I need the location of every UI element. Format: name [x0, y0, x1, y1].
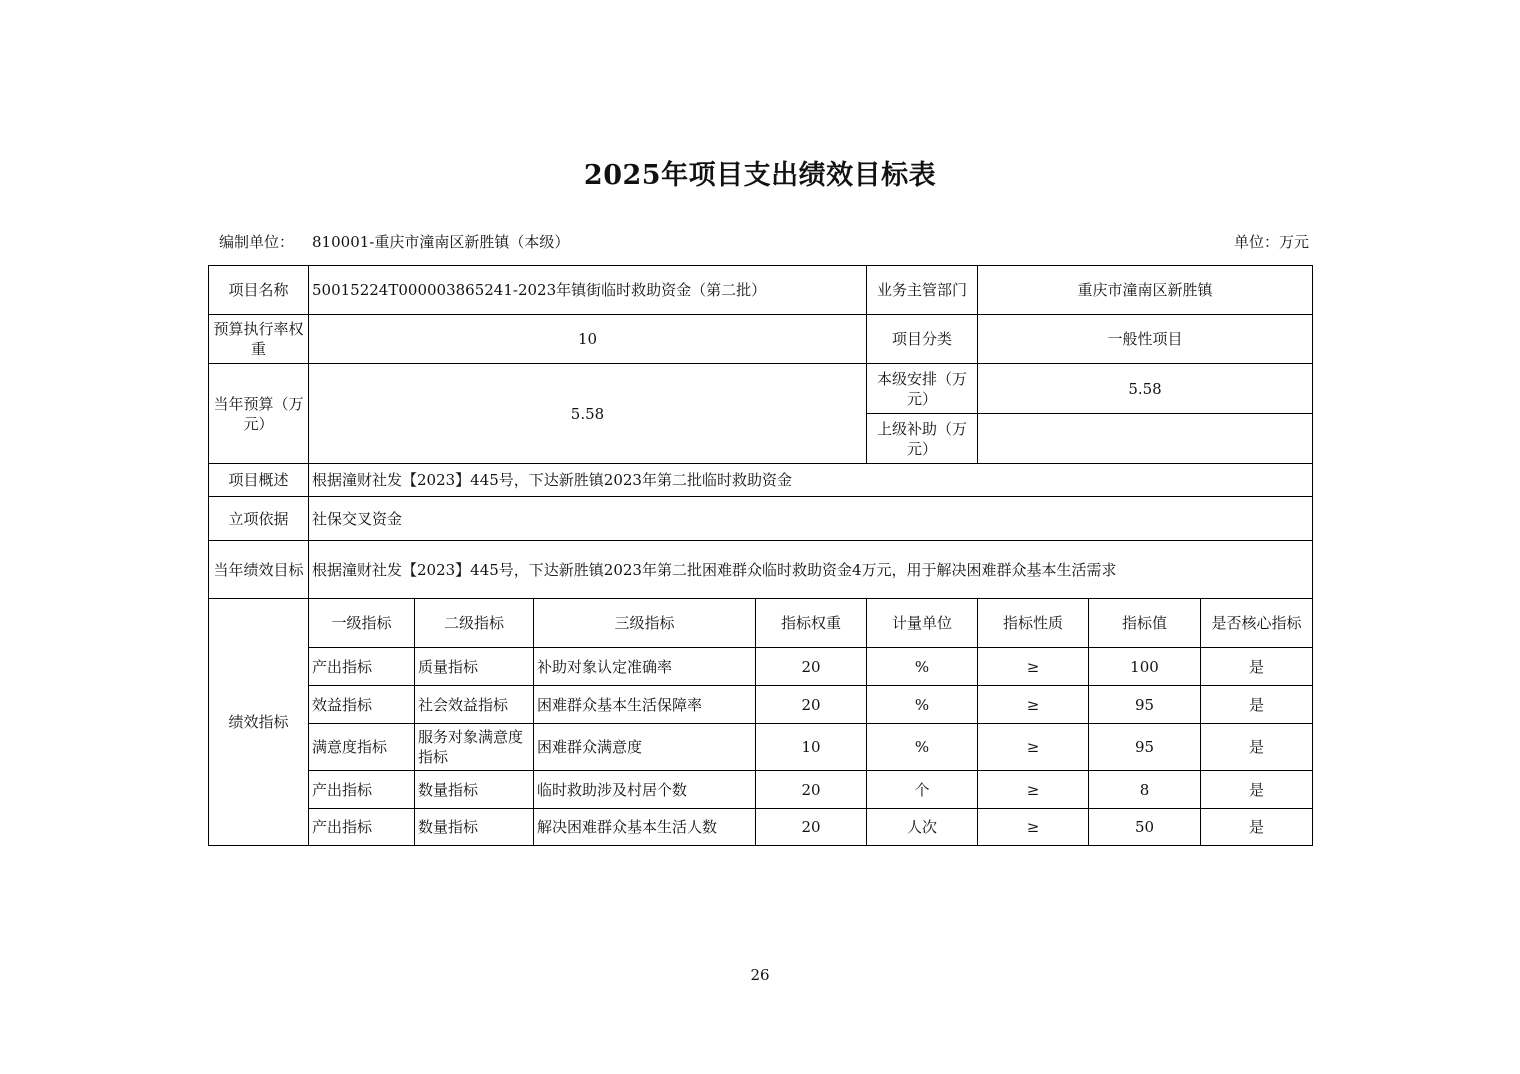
- indicator-row: [209, 724, 1313, 771]
- indicator-header-cell: 一级指标: [309, 599, 415, 648]
- value-cell: 95: [1089, 724, 1201, 771]
- indicator-header-cell: 是否核心指标: [1201, 599, 1313, 648]
- unit-text: 单位：万元: [1233, 233, 1309, 251]
- row-basis: [209, 497, 1313, 541]
- value-cell: 50: [1089, 809, 1201, 846]
- indicator-row: [209, 648, 1313, 686]
- basis-label: 立项依据: [209, 497, 309, 541]
- row-summary: [209, 464, 1313, 497]
- category-value: 一般性项目: [978, 315, 1313, 364]
- level2-cell: 社会效益指标: [415, 686, 534, 724]
- page-title: 2025年项目支出绩效目标表: [583, 160, 937, 191]
- project-name-value: 50015224T000003865241-2023年镇街临时救助资金（第二批）: [309, 266, 867, 315]
- core-cell: 是: [1201, 809, 1313, 846]
- indicator-header-cell: 指标值: [1089, 599, 1201, 648]
- indicator-row: [209, 809, 1313, 846]
- core-cell: 是: [1201, 686, 1313, 724]
- row-budget-local: [209, 364, 1313, 414]
- level2-cell: 数量指标: [415, 809, 534, 846]
- nature-cell: ≥: [978, 809, 1089, 846]
- weight-cell: 10: [756, 724, 867, 771]
- level1-cell: 产出指标: [309, 771, 415, 809]
- level3-cell: 困难群众满意度: [534, 724, 756, 771]
- goal-value: 根据潼财社发【2023】445号，下达新胜镇2023年第二批困难群众临时救助资金4万元，用于解决困难群众基本生活需求: [309, 541, 1313, 599]
- level2-cell: 数量指标: [415, 771, 534, 809]
- indicator-header-cell: 指标性质: [978, 599, 1089, 648]
- goal-label: 当年绩效目标: [209, 541, 309, 599]
- upper-value: [978, 414, 1313, 464]
- level1-cell: 效益指标: [309, 686, 415, 724]
- basis-value: 社保交叉资金: [309, 497, 1313, 541]
- weight-cell: 20: [756, 771, 867, 809]
- indicator-section-label: 绩效指标: [209, 599, 309, 846]
- performance-table: [208, 265, 1313, 846]
- level3-cell: 补助对象认定准确率: [534, 648, 756, 686]
- page-number: 26: [750, 966, 770, 984]
- dept-label: 业务主管部门: [867, 266, 978, 315]
- row-goal: [209, 541, 1313, 599]
- local-label: 本级安排（万元）: [867, 364, 978, 414]
- core-cell: 是: [1201, 724, 1313, 771]
- weight-cell: 20: [756, 686, 867, 724]
- nature-cell: ≥: [978, 686, 1089, 724]
- level3-cell: 解决困难群众基本生活人数: [534, 809, 756, 846]
- dept-value: 重庆市潼南区新胜镇: [978, 266, 1313, 315]
- nature-cell: ≥: [978, 648, 1089, 686]
- indicator-header-cell: 计量单位: [867, 599, 978, 648]
- core-cell: 是: [1201, 771, 1313, 809]
- unit-cell: 人次: [867, 809, 978, 846]
- project-name-label: 项目名称: [209, 266, 309, 315]
- indicator-row: [209, 686, 1313, 724]
- weight-label: 预算执行率权重: [209, 315, 309, 364]
- unit-cell: %: [867, 724, 978, 771]
- org-info: [219, 231, 569, 253]
- indicator-row: [209, 771, 1313, 809]
- level3-cell: 困难群众基本生活保障率: [534, 686, 756, 724]
- indicator-header-cell: 指标权重: [756, 599, 867, 648]
- row-weight: [209, 315, 1313, 364]
- core-cell: 是: [1201, 648, 1313, 686]
- value-cell: 100: [1089, 648, 1201, 686]
- level2-cell: 质量指标: [415, 648, 534, 686]
- value-cell: 95: [1089, 686, 1201, 724]
- org-value: 810001-重庆市潼南区新胜镇（本级）: [312, 233, 570, 251]
- local-value: 5.58: [978, 364, 1313, 414]
- nature-cell: ≥: [978, 771, 1089, 809]
- unit-cell: 个: [867, 771, 978, 809]
- level1-cell: 产出指标: [309, 809, 415, 846]
- level1-cell: 满意度指标: [309, 724, 415, 771]
- weight-cell: 20: [756, 648, 867, 686]
- level3-cell: 临时救助涉及村居个数: [534, 771, 756, 809]
- indicator-header-row: [209, 599, 1313, 648]
- nature-cell: ≥: [978, 724, 1089, 771]
- unit-cell: %: [867, 686, 978, 724]
- unit-cell: %: [867, 648, 978, 686]
- row-project-name: [209, 266, 1313, 315]
- indicator-header-cell: 二级指标: [415, 599, 534, 648]
- value-cell: 8: [1089, 771, 1201, 809]
- org-label: 编制单位：: [219, 233, 295, 251]
- header-row: [219, 231, 1309, 253]
- weight-value: 10: [309, 315, 867, 364]
- budget-value: 5.58: [309, 364, 867, 464]
- summary-label: 项目概述: [209, 464, 309, 497]
- indicator-header-cell: 三级指标: [534, 599, 756, 648]
- weight-cell: 20: [756, 809, 867, 846]
- budget-label: 当年预算（万元）: [209, 364, 309, 464]
- summary-value: 根据潼财社发【2023】445号，下达新胜镇2023年第二批临时救助资金: [309, 464, 1313, 497]
- category-label: 项目分类: [867, 315, 978, 364]
- upper-label: 上级补助（万元）: [867, 414, 978, 464]
- level1-cell: 产出指标: [309, 648, 415, 686]
- level2-cell: 服务对象满意度指标: [415, 724, 534, 771]
